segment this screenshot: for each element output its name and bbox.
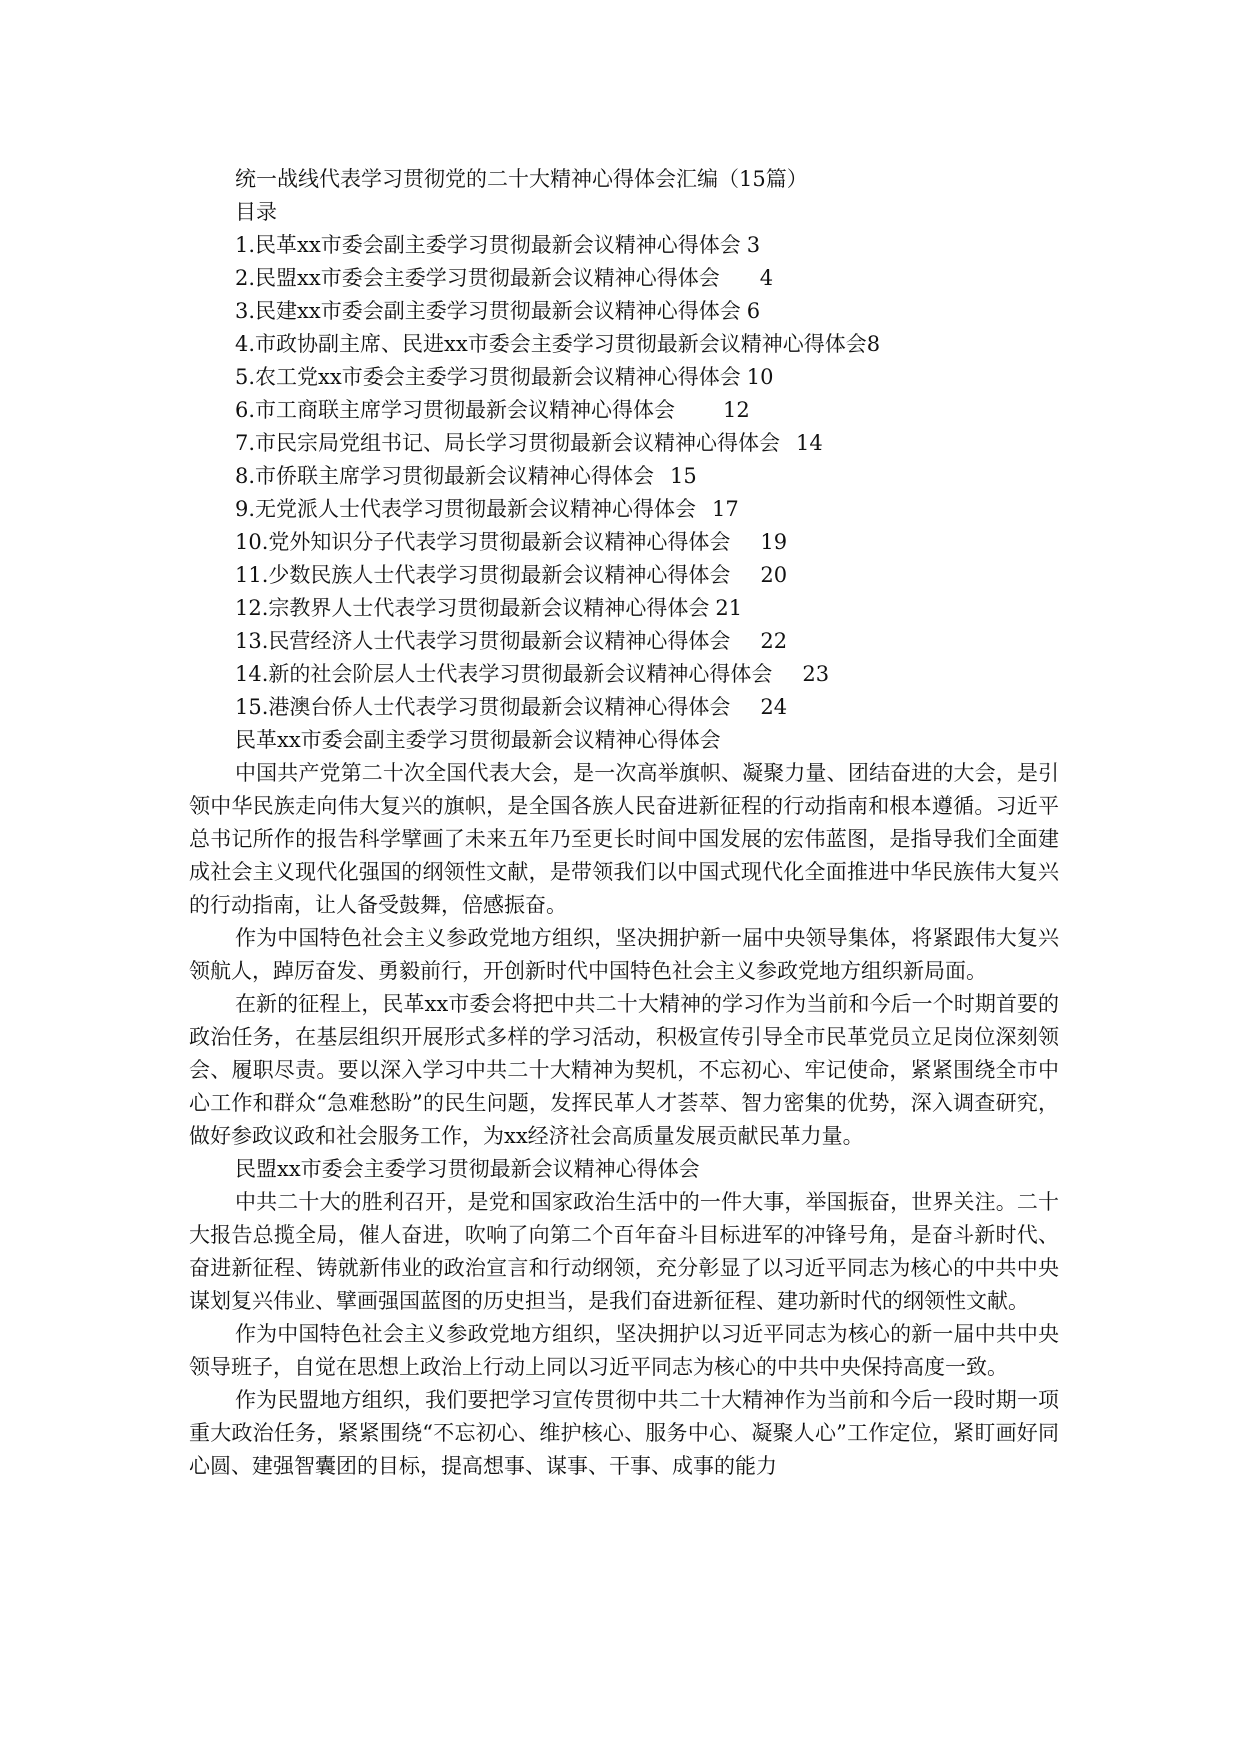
toc-entry-title: 农工党xx市委会主委学习贯彻最新会议精神心得体会 xyxy=(255,365,741,389)
toc-entry-number: 5. xyxy=(235,365,256,389)
toc-entry-page: 21 xyxy=(715,596,743,620)
toc-entry-title: 新的社会阶层人士代表学习贯彻最新会议精神心得体会 xyxy=(268,662,773,686)
toc-entry-number: 15. xyxy=(235,695,269,719)
toc-entry-page: 17 xyxy=(712,497,739,521)
toc-entry-title: 少数民族人士代表学习贯彻最新会议精神心得体会 xyxy=(268,563,731,587)
toc-entry[interactable] xyxy=(189,625,1059,658)
toc-entry-page: 12 xyxy=(723,398,750,422)
toc-entry-page: 6 xyxy=(746,299,761,323)
toc-entry-title: 市民宗局党组书记、局长学习贯彻最新会议精神心得体会 xyxy=(255,431,781,455)
toc-entry-title: 民营经济人士代表学习贯彻最新会议精神心得体会 xyxy=(268,629,731,653)
toc-entry-page: 10 xyxy=(746,365,774,389)
toc-entry-number: 14. xyxy=(235,662,269,686)
toc-entry-number: 13. xyxy=(235,629,269,653)
toc-entry-number: 10. xyxy=(235,530,269,554)
toc-entry-number: 6. xyxy=(235,398,256,422)
toc-entry-page: 8 xyxy=(866,332,881,356)
toc-entry-page: 19 xyxy=(760,530,788,554)
toc-entry-page: 22 xyxy=(760,629,788,653)
toc-entry[interactable] xyxy=(189,394,1059,427)
toc-entry[interactable] xyxy=(189,592,1059,625)
toc-entry-number: 3. xyxy=(235,299,256,323)
toc-entry[interactable] xyxy=(189,691,1059,724)
document-title: 统一战线代表学习贯彻党的二十大精神心得体会汇编（15篇） xyxy=(235,167,808,191)
toc-entry-title: 党外知识分子代表学习贯彻最新会议精神心得体会 xyxy=(268,530,731,554)
toc-entry[interactable] xyxy=(189,460,1059,493)
toc-entry-number: 2. xyxy=(235,266,256,290)
table-of-contents xyxy=(189,229,1059,724)
section-heading: 民革xx市委会副主委学习贯彻最新会议精神心得体会 xyxy=(235,728,721,752)
toc-entry-title: 民盟xx市委会主委学习贯彻最新会议精神心得体会 xyxy=(255,266,720,290)
body-paragraph: 作为中国特色社会主义参政党地方组织，坚决拥护新一届中央领导集体，将紧跟伟大复兴领航人，踔厉奋发、勇毅前行，开创新时代中国特色社会主义参政党地方组织新局面。 xyxy=(189,926,1059,983)
body-paragraph: 中国共产党第二十次全国代表大会，是一次高举旗帜、凝聚力量、团结奋进的大会，是引领中华民族走向伟大复兴的旗帜，是全国各族人民奋进新征程的行动指南和根本遵循。习近平总书记所作的报告科学擘画了未来五年乃至更长时间中国发展的宏伟蓝图，是指导我们全面建成社会主义现代化强国的纲领性文献，是带领我们以中国式现代化全面推进中华民族伟大复兴的行动指南，让人备受鼓舞，倍感振奋。 xyxy=(189,761,1059,917)
toc-entry[interactable] xyxy=(189,658,1059,691)
toc-entry[interactable] xyxy=(189,295,1059,328)
section-heading: 民盟xx市委会主委学习贯彻最新会议精神心得体会 xyxy=(235,1157,700,1181)
toc-entry-number: 12. xyxy=(235,596,269,620)
toc-entry-page: 4 xyxy=(759,266,774,290)
toc-entry-title: 市侨联主席学习贯彻最新会议精神心得体会 xyxy=(255,464,655,488)
toc-heading: 目录 xyxy=(235,200,277,224)
body-paragraph: 中共二十大的胜利召开，是党和国家政治生活中的一件大事，举国振奋，世界关注。二十大报告总揽全局，催人奋进，吹响了向第二个百年奋斗目标进军的冲锋号角，是奋斗新时代、奋进新征程、铸就新伟业的政治宣言和行动纲领，充分彰显了以习近平同志为核心的中共中央谋划复兴伟业、擘画强国蓝图的历史担当，是我们奋进新征程、建功新时代的纲领性文献。 xyxy=(189,1190,1059,1313)
body-paragraph: 作为民盟地方组织，我们要把学习宣传贯彻中共二十大精神作为当前和今后一段时期一项重大政治任务，紧紧围绕“不忘初心、维护核心、服务中心、凝聚人心”工作定位，紧盯画好同心圆、建强智囊团的目标，提高想事、谋事、干事、成事的能力 xyxy=(189,1388,1059,1478)
toc-entry[interactable] xyxy=(189,493,1059,526)
toc-entry-page: 24 xyxy=(760,695,788,719)
toc-entry[interactable] xyxy=(189,328,1059,361)
toc-entry-number: 8. xyxy=(235,464,256,488)
toc-entry-title: 无党派人士代表学习贯彻最新会议精神心得体会 xyxy=(255,497,697,521)
toc-entry-number: 4. xyxy=(235,332,256,356)
toc-entry[interactable] xyxy=(189,559,1059,592)
toc-entry-page: 23 xyxy=(802,662,830,686)
toc-entry-page: 15 xyxy=(670,464,697,488)
document-body xyxy=(189,163,1059,1483)
toc-entry[interactable] xyxy=(189,262,1059,295)
body-paragraph: 在新的征程上，民革xx市委会将把中共二十大精神的学习作为当前和今后一个时期首要的政治任务，在基层组织开展形式多样的学习活动，积极宣传引导全市民革党员立足岗位深刻领会、履职尽责。要以深入学习中共二十大精神为契机，不忘初心、牢记使命，紧紧围绕全市中心工作和群众“急难愁盼”的民生问题，发挥民革人才荟萃、智力密集的优势，深入调查研究，做好参政议政和社会服务工作，为xx经济社会高质量发展贡献民革力量。 xyxy=(189,992,1059,1148)
body-paragraph: 作为中国特色社会主义参政党地方组织，坚决拥护以习近平同志为核心的新一届中共中央领导班子，自觉在思想上政治上行动上同以习近平同志为核心的中共中央保持高度一致。 xyxy=(189,1322,1059,1379)
toc-entry[interactable] xyxy=(189,427,1059,460)
toc-entry-title: 市政协副主席、民进xx市委会主委学习贯彻最新会议精神心得体会 xyxy=(255,332,867,356)
toc-entry-title: 港澳台侨人士代表学习贯彻最新会议精神心得体会 xyxy=(268,695,731,719)
toc-entry-page: 14 xyxy=(796,431,823,455)
toc-entry-page: 3 xyxy=(746,233,761,257)
toc-entry-title: 宗教界人士代表学习贯彻最新会议精神心得体会 xyxy=(268,596,710,620)
toc-entry[interactable] xyxy=(189,229,1059,262)
toc-entry-number: 11. xyxy=(235,563,269,587)
toc-entry-title: 市工商联主席学习贯彻最新会议精神心得体会 xyxy=(255,398,676,422)
toc-entry-number: 1. xyxy=(235,233,256,257)
toc-entry-page: 20 xyxy=(760,563,788,587)
toc-entry[interactable] xyxy=(189,361,1059,394)
toc-entry-title: 民革xx市委会副主委学习贯彻最新会议精神心得体会 xyxy=(255,233,741,257)
toc-entry[interactable] xyxy=(189,526,1059,559)
toc-entry-title: 民建xx市委会副主委学习贯彻最新会议精神心得体会 xyxy=(255,299,741,323)
toc-entry-number: 9. xyxy=(235,497,256,521)
toc-entry-number: 7. xyxy=(235,431,256,455)
